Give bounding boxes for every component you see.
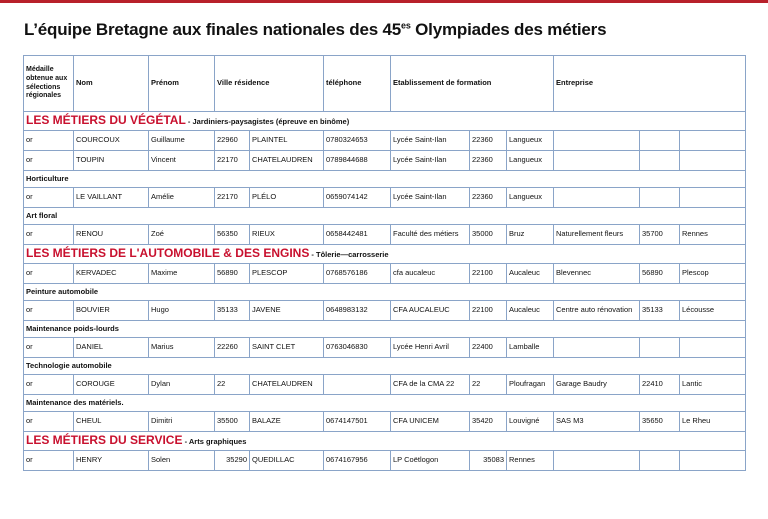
header-prenom: Prénom: [149, 56, 215, 112]
entreprise-cp-cell: [640, 451, 680, 471]
section-subtitle: - Jardiniers-paysagistes (épreuve en binôme): [187, 117, 350, 127]
telephone-cell: 0780324653: [324, 131, 391, 151]
header-nom: Nom: [74, 56, 149, 112]
category-label: Peinture automobile: [24, 284, 746, 301]
section-row: [24, 245, 746, 264]
section-title: LES MÉTIERS DE L'AUTOMOBILE & DES ENGINS: [26, 246, 310, 261]
etablissement-ville-cell: Aucaleuc: [507, 264, 554, 284]
category-label: Horticulture: [24, 171, 746, 188]
telephone-cell: [324, 375, 391, 395]
ville-cell: SAINT CLET: [250, 338, 324, 358]
entreprise-ville-cell: Rennes: [680, 225, 746, 245]
telephone-cell: 0768576186: [324, 264, 391, 284]
table-row: [24, 188, 746, 208]
etablissement-ville-cell: Langueux: [507, 188, 554, 208]
postal-code-cell: 22170: [215, 151, 250, 171]
category-row: [24, 395, 746, 412]
top-accent-bar: [0, 0, 768, 3]
etablissement-cp-cell: 22360: [470, 131, 507, 151]
postal-code-cell: 22960: [215, 131, 250, 151]
etablissement-cell: Faculté des métiers: [391, 225, 470, 245]
etablissement-ville-cell: Aucaleuc: [507, 301, 554, 321]
section-title: LES MÉTIERS DU VÉGÉTAL: [26, 113, 186, 128]
etablissement-cell: cfa aucaleuc: [391, 264, 470, 284]
ville-cell: PLESCOP: [250, 264, 324, 284]
entreprise-cp-cell: [640, 151, 680, 171]
medal-cell: or: [24, 264, 74, 284]
entreprise-ville-cell: [680, 451, 746, 471]
table-row: [24, 131, 746, 151]
entreprise-cell: [554, 131, 640, 151]
etablissement-cp-cell: 22360: [470, 151, 507, 171]
nom-cell: HENRY: [74, 451, 149, 471]
etablissement-cell: CFA AUCALEUC: [391, 301, 470, 321]
etablissement-cell: Lycée Saint-Ilan: [391, 131, 470, 151]
etablissement-ville-cell: Lamballe: [507, 338, 554, 358]
header-entreprise: Entreprise: [554, 56, 746, 112]
medal-cell: or: [24, 151, 74, 171]
postal-code-cell: 35500: [215, 412, 250, 432]
etablissement-cp-cell: 35083: [470, 451, 507, 471]
telephone-cell: 0659074142: [324, 188, 391, 208]
etablissement-cell: Lycée Henri Avril: [391, 338, 470, 358]
entreprise-cell: [554, 451, 640, 471]
etablissement-cp-cell: 22100: [470, 301, 507, 321]
postal-code-cell: 56890: [215, 264, 250, 284]
entreprise-cp-cell: 35133: [640, 301, 680, 321]
table-row: [24, 151, 746, 171]
section-heading: [24, 112, 746, 131]
table-row: [24, 412, 746, 432]
postal-code-cell: 22170: [215, 188, 250, 208]
header-ville: Ville résidence: [215, 56, 324, 112]
section-heading: [24, 245, 746, 264]
entreprise-cp-cell: 56890: [640, 264, 680, 284]
medal-cell: or: [24, 301, 74, 321]
etablissement-cp-cell: 22100: [470, 264, 507, 284]
ville-cell: RIEUX: [250, 225, 324, 245]
postal-code-cell: 35133: [215, 301, 250, 321]
table-header-row: [24, 56, 746, 112]
nom-cell: COROUGE: [74, 375, 149, 395]
entreprise-cell: [554, 188, 640, 208]
etablissement-cp-cell: 22: [470, 375, 507, 395]
category-label: Art floral: [24, 208, 746, 225]
nom-cell: COURCOUX: [74, 131, 149, 151]
etablissement-ville-cell: Louvigné: [507, 412, 554, 432]
medal-cell: or: [24, 375, 74, 395]
postal-code-cell: 22: [215, 375, 250, 395]
etablissement-cp-cell: 22360: [470, 188, 507, 208]
telephone-cell: 0789844688: [324, 151, 391, 171]
postal-code-cell: 22260: [215, 338, 250, 358]
nom-cell: RENOU: [74, 225, 149, 245]
entreprise-ville-cell: Lantic: [680, 375, 746, 395]
medal-cell: or: [24, 131, 74, 151]
etablissement-ville-cell: Langueux: [507, 151, 554, 171]
etablissement-cp-cell: 35420: [470, 412, 507, 432]
table-row: [24, 375, 746, 395]
category-label: Maintenance des matériels.: [24, 395, 746, 412]
category-row: [24, 358, 746, 375]
section-row: [24, 432, 746, 451]
entreprise-cell: [554, 338, 640, 358]
ville-cell: QUEDILLAC: [250, 451, 324, 471]
section-heading: [24, 432, 746, 451]
etablissement-cell: Lycée Saint-Ilan: [391, 188, 470, 208]
entreprise-ville-cell: [680, 151, 746, 171]
ville-cell: CHATELAUDREN: [250, 375, 324, 395]
header-medal: Médaille obtenue aux sélections régionales: [24, 56, 74, 112]
etablissement-cell: Lycée Saint-Ilan: [391, 151, 470, 171]
ville-cell: PLÉLO: [250, 188, 324, 208]
prenom-cell: Solen: [149, 451, 215, 471]
prenom-cell: Guillaume: [149, 131, 215, 151]
nom-cell: TOUPIN: [74, 151, 149, 171]
nom-cell: KERVADEC: [74, 264, 149, 284]
etablissement-ville-cell: Langueux: [507, 131, 554, 151]
etablissement-ville-cell: Ploufragan: [507, 375, 554, 395]
category-row: [24, 171, 746, 188]
entreprise-cell: [554, 151, 640, 171]
title-superscript: es: [401, 20, 411, 31]
entreprise-cp-cell: 35700: [640, 225, 680, 245]
category-row: [24, 284, 746, 301]
medal-cell: or: [24, 225, 74, 245]
nom-cell: CHEUL: [74, 412, 149, 432]
prenom-cell: Vincent: [149, 151, 215, 171]
nom-cell: DANIEL: [74, 338, 149, 358]
prenom-cell: Maxime: [149, 264, 215, 284]
nom-cell: LE VAILLANT: [74, 188, 149, 208]
section-subtitle: - Tôlerie—carrosserie: [311, 250, 389, 260]
prenom-cell: Zoé: [149, 225, 215, 245]
entreprise-cp-cell: [640, 338, 680, 358]
etablissement-cell: CFA de la CMA 22: [391, 375, 470, 395]
prenom-cell: Dimitri: [149, 412, 215, 432]
medal-cell: or: [24, 412, 74, 432]
telephone-cell: 0674167956: [324, 451, 391, 471]
entreprise-ville-cell: Plescop: [680, 264, 746, 284]
table-row: [24, 451, 746, 471]
telephone-cell: 0658442481: [324, 225, 391, 245]
ville-cell: BALAZE: [250, 412, 324, 432]
table-row: [24, 338, 746, 358]
postal-code-cell: 56350: [215, 225, 250, 245]
postal-code-cell: 35290: [215, 451, 250, 471]
telephone-cell: 0674147501: [324, 412, 391, 432]
medal-cell: or: [24, 338, 74, 358]
nom-cell: BOUVIER: [74, 301, 149, 321]
header-etablissement: Etablissement de formation: [391, 56, 554, 112]
prenom-cell: Hugo: [149, 301, 215, 321]
category-row: [24, 208, 746, 225]
etablissement-cell: CFA UNICEM: [391, 412, 470, 432]
telephone-cell: 0648983132: [324, 301, 391, 321]
section-subtitle: - Arts graphiques: [184, 437, 247, 447]
entreprise-cell: Centre auto rénovation: [554, 301, 640, 321]
entreprise-cp-cell: [640, 188, 680, 208]
participants-table: [23, 55, 746, 471]
entreprise-cp-cell: 35650: [640, 412, 680, 432]
etablissement-cp-cell: 22400: [470, 338, 507, 358]
entreprise-ville-cell: [680, 131, 746, 151]
etablissement-cell: LP Coëtlogon: [391, 451, 470, 471]
entreprise-ville-cell: Le Rheu: [680, 412, 746, 432]
prenom-cell: Marius: [149, 338, 215, 358]
prenom-cell: Dylan: [149, 375, 215, 395]
table-row: [24, 301, 746, 321]
entreprise-ville-cell: [680, 188, 746, 208]
entreprise-cp-cell: 22410: [640, 375, 680, 395]
table-row: [24, 225, 746, 245]
category-row: [24, 321, 746, 338]
etablissement-ville-cell: Rennes: [507, 451, 554, 471]
entreprise-cell: Blevennec: [554, 264, 640, 284]
etablissement-ville-cell: Bruz: [507, 225, 554, 245]
prenom-cell: Amélie: [149, 188, 215, 208]
entreprise-cell: SAS M3: [554, 412, 640, 432]
page-title: L’équipe Bretagne aux finales nationales des $45^{es}$ Olympiades des métiers: [24, 20, 607, 39]
entreprise-cp-cell: [640, 131, 680, 151]
medal-cell: or: [24, 188, 74, 208]
entreprise-cell: Garage Baudry: [554, 375, 640, 395]
medal-cell: or: [24, 451, 74, 471]
entreprise-ville-cell: [680, 338, 746, 358]
telephone-cell: 0763046830: [324, 338, 391, 358]
category-label: Technologie automobile: [24, 358, 746, 375]
ville-cell: PLAINTEL: [250, 131, 324, 151]
ville-cell: CHATELAUDREN: [250, 151, 324, 171]
entreprise-ville-cell: Lécousse: [680, 301, 746, 321]
section-row: [24, 112, 746, 131]
category-label: Maintenance poids-lourds: [24, 321, 746, 338]
entreprise-cell: Naturellement fleurs: [554, 225, 640, 245]
ville-cell: JAVENE: [250, 301, 324, 321]
table-row: [24, 264, 746, 284]
etablissement-cp-cell: 35000: [470, 225, 507, 245]
section-title: LES MÉTIERS DU SERVICE: [26, 433, 183, 448]
header-telephone: téléphone: [324, 56, 391, 112]
